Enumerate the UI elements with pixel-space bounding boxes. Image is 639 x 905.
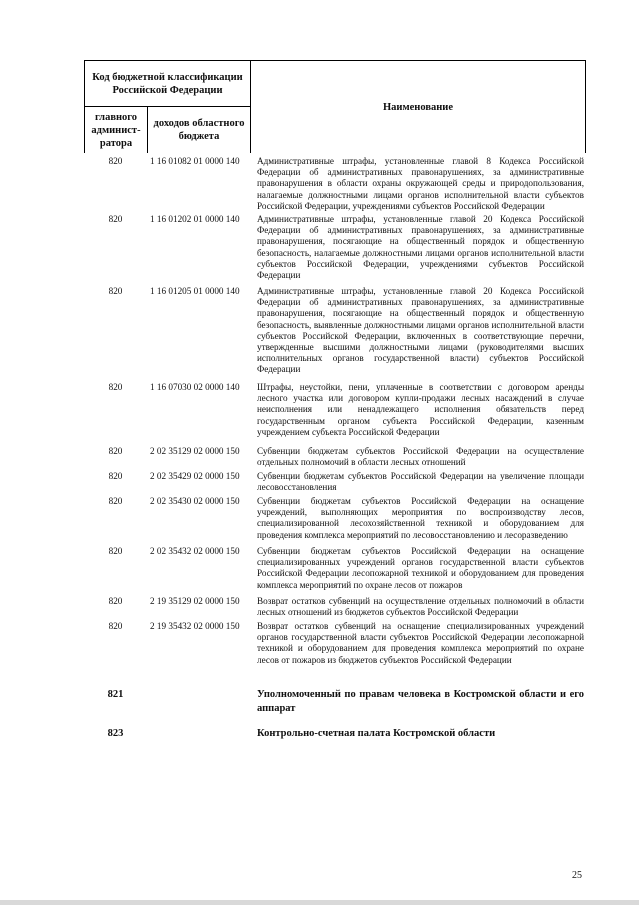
- row-name: Субвенции бюджетам субъектов Российской Федерации на оснащение учреждений, выполняющих мероприятия по воспроизводству лесов, специализированной лесохозяйственной техникой и оборудованием для проведения комплекса мероприятий по лесовосстановлению и лесоразведению: [257, 496, 584, 540]
- row-name: Штрафы, неустойки, пени, уплаченные в соответствии с договором аренды лесного участка или договором купли-продажи лесных насаждений в случае неисполнения или ненадлежащего исполнения обязательств перед государственным органом субъекта Российской Федерации, казенным учреждением субъекта Российской Федерации: [257, 382, 584, 437]
- header-name-column: Наименование: [383, 101, 453, 113]
- row-name: Субвенции бюджетам субъектов Российской Федерации на осуществление отдельных полномочий в области лесных отношений: [257, 446, 584, 468]
- income-code: 2 02 35429 02 0000 150: [150, 471, 240, 481]
- admin-code: 820: [108, 596, 123, 606]
- admin-code: 820: [108, 446, 123, 456]
- row-name: Административные штрафы, установленные главой 20 Кодекса Российской Федерации об административных правонарушениях, за административные правонарушения, посягающие на общественный порядок и общественную безопасность, налагаемые должностными лицами органов исполнительной власти субъектов Российской Федерации, учреждениями субъектов Российской Федерации: [257, 214, 584, 281]
- row-name: Возврат остатков субвенций на оснащение специализированных учреждений органов государственной власти субъектов Российской Федерации лесопожарной техникой и оборудованием для проведения комплекса мероприятий по охране лесов от пожаров из бюджетов субъектов Российской Федерации: [257, 621, 584, 665]
- income-code: 2 02 35432 02 0000 150: [150, 546, 240, 556]
- administrator-name: Контрольно-счетная палата Костромской области: [257, 728, 496, 739]
- admin-code: 821: [107, 689, 124, 700]
- income-code: 2 02 35129 02 0000 150: [150, 446, 240, 456]
- scan-edge: [0, 900, 639, 905]
- admin-code: 820: [108, 471, 123, 481]
- income-code: 1 16 01202 01 0000 140: [150, 214, 240, 224]
- admin-code: 820: [108, 156, 123, 166]
- header-admin-column: главного админист-ратора: [85, 107, 148, 153]
- income-code: 1 16 01082 01 0000 140: [150, 156, 240, 166]
- income-code: 2 02 35430 02 0000 150: [150, 496, 240, 506]
- row-name: Возврат остатков субвенций на осуществление отдельных полномочий в области лесных отношений из бюджетов субъектов Российской Федерации: [257, 596, 584, 618]
- admin-code: 820: [108, 382, 123, 392]
- header-income-column: доходов областного бюджета: [148, 107, 251, 153]
- income-code: 2 19 35432 02 0000 150: [150, 621, 240, 631]
- table-header: [84, 60, 586, 153]
- row-name: Субвенции бюджетам субъектов Российской Федерации на увеличение площади лесовосстановления: [257, 471, 584, 493]
- admin-code: 820: [108, 496, 123, 506]
- administrator-name: Уполномоченный по правам человека в Костромской области и его аппарат: [257, 689, 584, 714]
- row-name: Субвенции бюджетам субъектов Российской Федерации на оснащение специализированных учреждений органов государственной власти субъектов Российской Федерации лесопожарной техникой и оборудованием для проведения комплекса мероприятий по охране лесов от пожаров: [257, 546, 584, 590]
- header-code-group: Код бюджетной классификации Российской Федерации: [85, 61, 251, 107]
- income-code: 2 19 35129 02 0000 150: [150, 596, 240, 606]
- admin-code: 820: [108, 286, 123, 296]
- row-name: Административные штрафы, установленные главой 8 Кодекса Российской Федерации об административных правонарушениях, за административные правонарушения в области охраны окружающей среды и природопользования, налагаемые должностными лицами органов исполнительной власти субъектов Российской Федерации, учреждениями субъектов Российской Федерации: [257, 156, 584, 211]
- page-number: 25: [572, 870, 582, 881]
- row-name: Административные штрафы, установленные главой 20 Кодекса Российской Федерации об административных правонарушениях, за административные правонарушения, посягающие на общественный порядок и общественную безопасность, выявленные должностными лицами органов исполнительной власти субъектов Российской Федерации, включенных в соответствующие перечни, утвержденные высшими должностными лицами (руководителями высших исполнительных органов государственной власти) субъектов Российской Федерации: [257, 286, 584, 375]
- admin-code: 820: [108, 546, 123, 556]
- admin-code: 823: [107, 728, 124, 739]
- admin-code: 820: [108, 214, 123, 224]
- income-code: 1 16 07030 02 0000 140: [150, 382, 240, 392]
- admin-code: 820: [108, 621, 123, 631]
- income-code: 1 16 01205 01 0000 140: [150, 286, 240, 296]
